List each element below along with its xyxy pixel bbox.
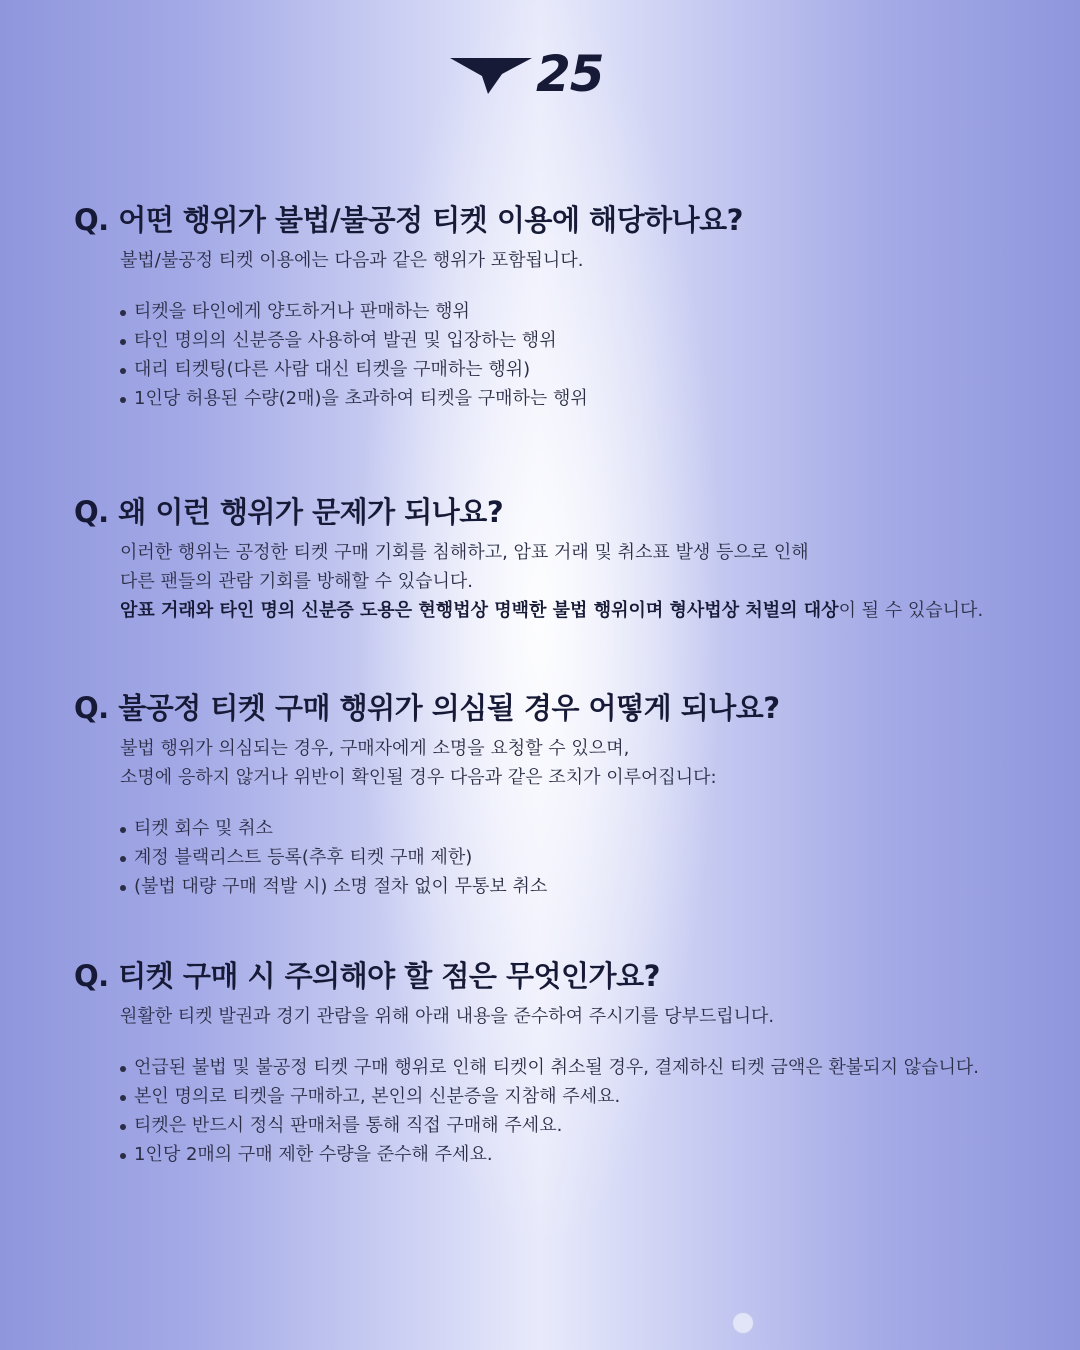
faq-section-illegal-ticket-use	[74, 200, 1014, 413]
bullet-list	[120, 297, 1014, 413]
emphasis-text: 암표 거래와 타인 명의 신분증 도용은 현행법상 명백한 불법 행위이며 형사법상 처벌의 대상	[120, 600, 839, 621]
question-title: Q. 왜 이런 행위가 문제가 되나요?	[74, 495, 504, 529]
list-item: 대리 티켓팅(다른 사람 대신 티켓을 구매하는 행위)	[120, 355, 1014, 384]
watermark-avatar-icon	[732, 1312, 754, 1334]
list-item: 계정 블랙리스트 등록(추후 티켓 구매 제한)	[120, 843, 1014, 872]
emphasis-tail: 이 될 수 있습니다.	[838, 600, 984, 621]
answer-line: 이러한 행위는 공정한 티켓 구매 기회를 침해하고, 암표 거래 및 취소표 발생 등으로 인해	[120, 542, 809, 563]
bullet-list	[120, 814, 1014, 901]
list-item: 언급된 불법 및 불공정 티켓 구매 행위로 인해 티켓이 취소될 경우, 결제하신 티켓 금액은 환불되지 않습니다.	[120, 1053, 1014, 1082]
wing-emblem-icon	[448, 52, 534, 96]
list-item: 티켓을 타인에게 양도하거나 판매하는 행위	[120, 297, 1014, 326]
question-title: Q. 불공정 티켓 구매 행위가 의심될 경우 어떻게 되나요?	[74, 691, 780, 725]
list-item: 티켓 회수 및 취소	[120, 814, 1014, 843]
list-item: 본인 명의로 티켓을 구매하고, 본인의 신분증을 지참해 주세요.	[120, 1082, 1014, 1111]
list-item: 1인당 2매의 구매 제한 수량을 준수해 주세요.	[120, 1140, 1014, 1169]
answer-line: 불법/불공정 티켓 이용에는 다음과 같은 행위가 포함됩니다.	[120, 250, 584, 271]
bullet-list	[120, 1053, 1014, 1169]
question-title: Q. 티켓 구매 시 주의해야 할 점은 무엇인가요?	[74, 959, 660, 993]
list-item: 타인 명의의 신분증을 사용하여 발권 및 입장하는 행위	[120, 326, 1014, 355]
faq-section-purchase-cautions	[74, 956, 1014, 1169]
answer-line: 원활한 티켓 발권과 경기 관람을 위해 아래 내용을 준수하여 주시기를 당부드립니다.	[120, 1006, 775, 1027]
faq-section-suspected-purchase	[74, 688, 1014, 901]
logo	[448, 45, 632, 103]
list-item: (불법 대량 구매 적발 시) 소명 절차 없이 무통보 취소	[120, 872, 1014, 901]
answer-line-emphasis	[120, 596, 1014, 625]
answer-line: 소명에 응하지 않거나 위반이 확인될 경우 다음과 같은 조치가 이루어집니다:	[120, 767, 717, 788]
answer-line: 다른 팬들의 관람 기회를 방해할 수 있습니다.	[120, 571, 474, 592]
answer-text	[120, 734, 1014, 792]
list-item: 티켓은 반드시 정식 판매처를 통해 직접 구매해 주세요.	[120, 1111, 1014, 1140]
question-title: Q. 어떤 행위가 불법/불공정 티켓 이용에 해당하나요?	[74, 203, 743, 237]
answer-text	[120, 246, 1014, 275]
answer-line: 불법 행위가 의심되는 경우, 구매자에게 소명을 요청할 수 있으며,	[120, 738, 630, 759]
answer-text	[120, 538, 1014, 625]
faq-section-why-problem	[74, 492, 1014, 625]
list-item: 1인당 허용된 수량(2매)을 초과하여 티켓을 구매하는 행위	[120, 384, 1014, 413]
answer-text	[120, 1002, 1014, 1031]
logo-text: 25	[536, 45, 604, 103]
watermark	[732, 1312, 1062, 1334]
